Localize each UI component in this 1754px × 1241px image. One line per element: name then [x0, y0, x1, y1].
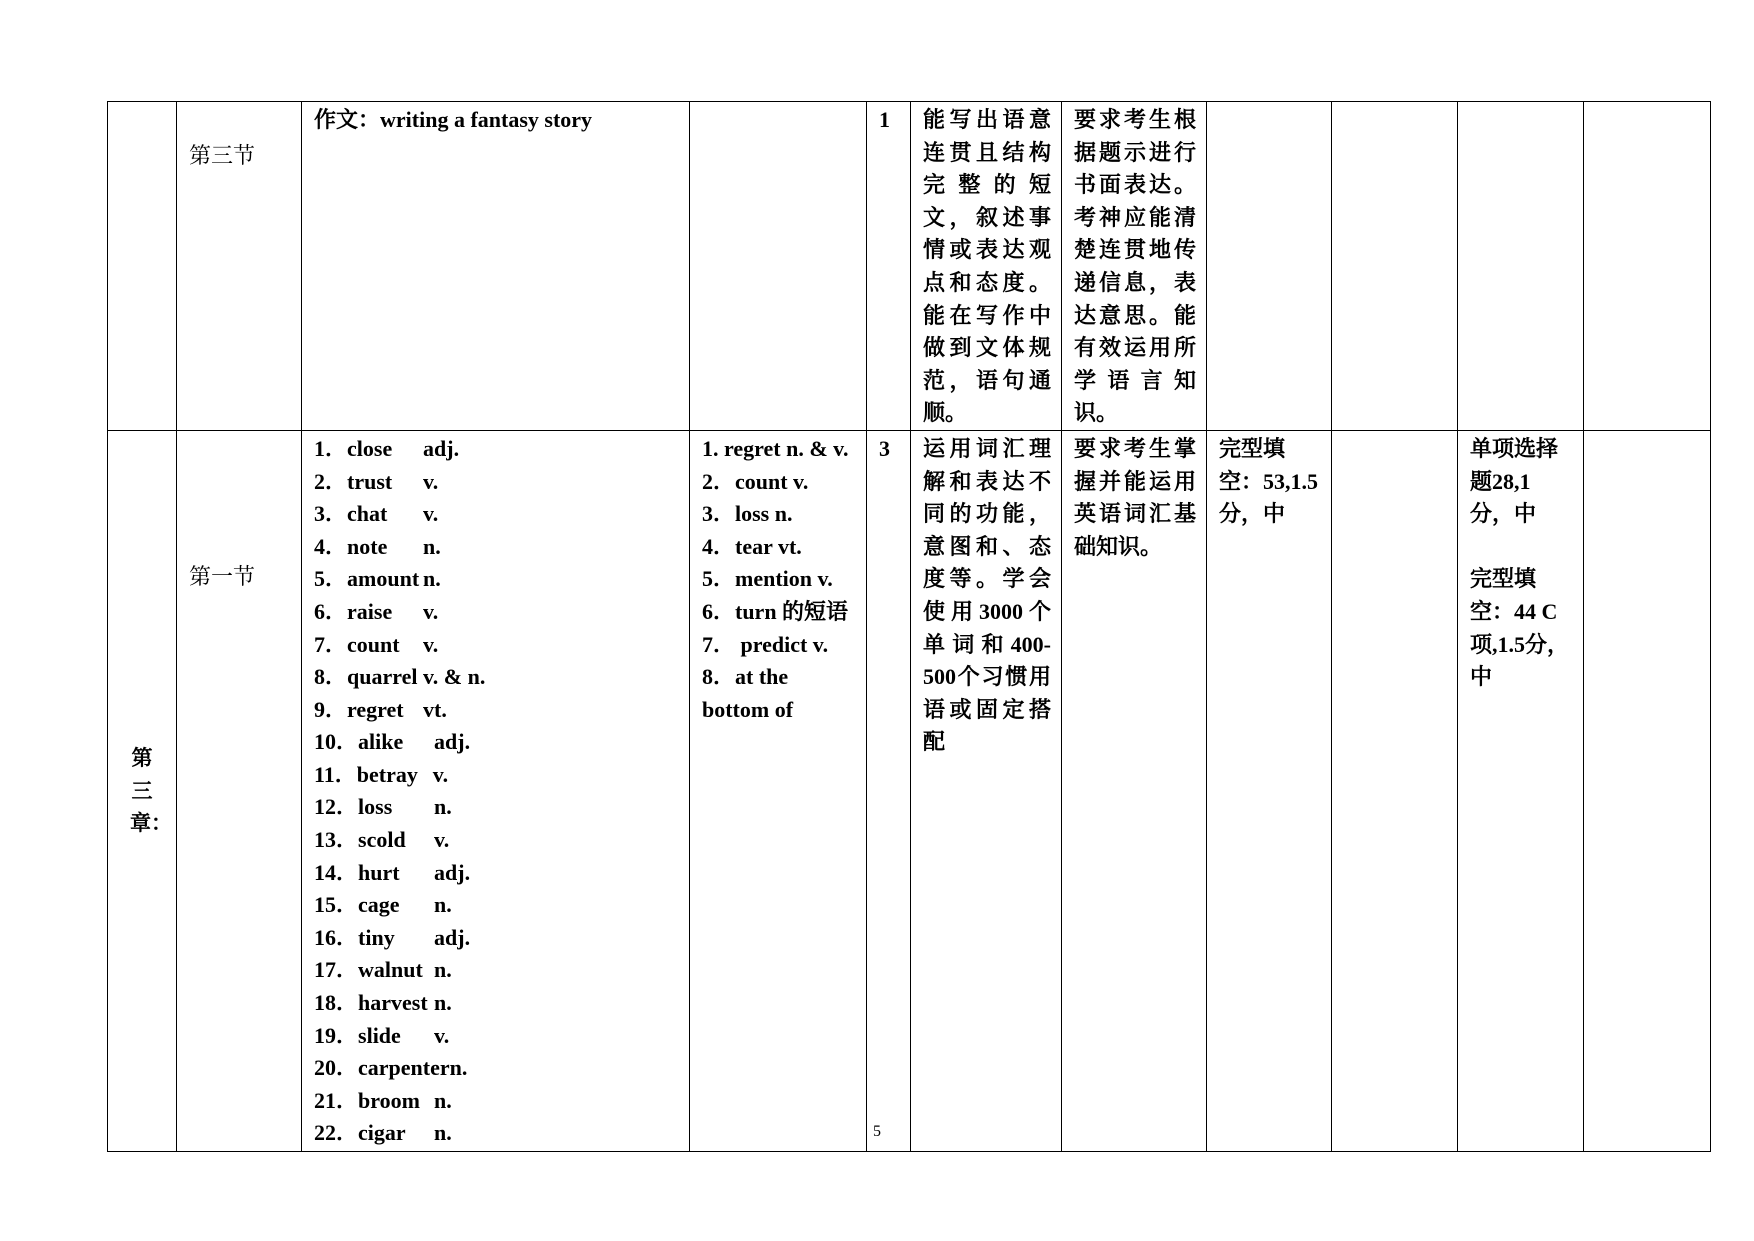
phrase-item: 3．loss n. [702, 501, 793, 527]
exam-note-single-choice: 单项选择题28,1分，中 [1470, 435, 1559, 527]
hours-cell: 1 [867, 102, 911, 431]
vocab-pos: v. [423, 631, 439, 657]
vocab-word: cigar [358, 1120, 406, 1146]
vocab-number: 4． [314, 533, 348, 559]
phrase-item: 2．count v. [702, 468, 809, 494]
phrase-item: 4．tear vt. [702, 533, 802, 559]
vocab-number: 1． [314, 435, 348, 461]
vocab-word: alike [358, 729, 404, 755]
vocab-pos: adj. [434, 729, 471, 755]
notes-cell [1584, 102, 1711, 431]
chapter-cell [108, 102, 177, 431]
vocab-number: 11． [314, 761, 357, 787]
vocab-word: betray [356, 761, 418, 787]
exam-cell-1: 完型填空：53,1.5分，中 [1207, 430, 1332, 1151]
vocab-word: regret [347, 696, 404, 722]
vocab-number: 13． [314, 827, 359, 853]
vocab-number: 20． [314, 1055, 359, 1081]
vocab-pos: v. [434, 1022, 450, 1048]
vocab-item [314, 889, 679, 922]
exam-cell-1 [1207, 102, 1332, 431]
phrase-item: 8．at the bottom of [702, 664, 794, 722]
vocab-word: walnut [358, 957, 423, 983]
vocab-word: trust [347, 468, 393, 494]
content-cell: 作文：writing a fantasy story [302, 102, 690, 431]
phrases-cell [690, 102, 867, 431]
vocab-word: close [347, 435, 393, 461]
vocab-pos: vt. [423, 696, 447, 722]
vocab-item [314, 694, 679, 727]
phrase-item: 7． predict v. [702, 631, 829, 657]
table-row [108, 430, 1711, 1151]
vocab-item [314, 1020, 679, 1053]
vocab-pos: n. [434, 1087, 452, 1113]
vocab-pos: v. [423, 501, 439, 527]
vocab-pos: adj. [434, 924, 471, 950]
vocab-word: amount [347, 566, 420, 592]
vocab-pos: n. [434, 892, 452, 918]
vocab-item [314, 922, 679, 955]
vocab-number: 16． [314, 924, 359, 950]
vocab-item [314, 1085, 679, 1118]
vocab-pos: n. [449, 1055, 468, 1081]
exam-cell-2 [1332, 102, 1458, 431]
vocab-pos: n. [423, 566, 441, 592]
syllabus-table [107, 101, 1711, 1152]
vocab-word: raise [347, 598, 393, 624]
vocab-word: carpenter [358, 1055, 450, 1081]
vocab-item [314, 726, 679, 759]
page-number: 5 [873, 1123, 881, 1140]
phrase-item: 5．mention v. [702, 566, 833, 592]
vocab-item [314, 824, 679, 857]
phrase-item: 1. regret n. & v. [702, 435, 849, 461]
vocab-word: scold [358, 827, 406, 853]
vocab-item [314, 1052, 679, 1085]
vocab-item [314, 433, 679, 466]
vocab-word: tiny [358, 924, 395, 950]
vocab-word: loss [358, 794, 393, 820]
requirement-cell: 要求考生掌握并能运用英语词汇基础知识。 [1062, 430, 1207, 1151]
vocab-item [314, 791, 679, 824]
vocab-number: 18． [314, 990, 359, 1016]
vocab-pos: v. [432, 761, 449, 787]
vocab-list [314, 433, 679, 1150]
section-cell: 第一节 [177, 430, 302, 1151]
vocab-item [314, 596, 679, 629]
vocab-number: 8． [314, 664, 348, 690]
exam-cell-3 [1458, 102, 1584, 431]
vocab-number: 17． [314, 957, 359, 983]
vocab-number: 2． [314, 468, 348, 494]
vocab-pos: v. [434, 827, 450, 853]
hours-cell: 3 [867, 430, 911, 1151]
vocab-number: 12． [314, 794, 359, 820]
vocab-number: 9． [314, 696, 348, 722]
vocab-number: 15． [314, 892, 359, 918]
vocab-item [314, 987, 679, 1020]
notes-cell [1584, 430, 1711, 1151]
vocab-item [314, 661, 679, 694]
chapter-cell [108, 430, 177, 1151]
vocab-pos: n. [434, 957, 452, 983]
vocab-pos: v. & n. [423, 664, 486, 690]
vocab-pos: n. [434, 794, 452, 820]
section-cell: 第三节 [177, 102, 302, 431]
vocab-number: 6． [314, 598, 348, 624]
vocab-word: slide [358, 1022, 401, 1048]
vocab-word: quarrel [347, 664, 418, 690]
vocab-number: 3． [314, 501, 348, 527]
chapter-label: 第三章： [130, 746, 172, 836]
vocab-item [314, 563, 679, 596]
table-row [108, 102, 1711, 431]
vocab-word: cage [358, 892, 400, 918]
vocab-number: 14． [314, 859, 359, 885]
vocab-word: note [347, 533, 388, 559]
objective-cell: 能写出语意连贯且结构完整的短文，叙述事情或表达观点和态度。能在写作中做到文体规范，语句通顺。 [911, 102, 1062, 431]
vocab-pos: n. [434, 1120, 452, 1146]
vocab-item [314, 531, 679, 564]
vocab-pos: adj. [434, 859, 471, 885]
vocab-word: count [347, 631, 400, 657]
vocab-number: 21． [314, 1087, 359, 1113]
vocab-word: harvest [358, 990, 428, 1016]
phrase-item: 6．turn 的短语 [702, 598, 849, 624]
vocab-number: 10． [314, 729, 359, 755]
vocab-pos: v. [423, 598, 439, 624]
vocab-item [314, 759, 679, 792]
objective-cell: 运用词汇理解和表达不同的功能，意图和、态度等。学会使用3000个单词和400-500个习惯用语或固定搭配 [911, 430, 1062, 1151]
vocab-item [314, 466, 679, 499]
phrases-cell [690, 430, 867, 1151]
requirement-cell: 要求考生根据题示进行书面表达。考神应能清楚连贯地传递信息，表达意思。能有效运用所学语言知识。 [1062, 102, 1207, 431]
vocab-word: hurt [358, 859, 400, 885]
vocab-number: 22． [314, 1120, 359, 1146]
vocab-item [314, 954, 679, 987]
phrase-list [702, 433, 856, 726]
vocab-pos: n. [423, 533, 441, 559]
vocab-word: chat [347, 501, 388, 527]
vocab-number: 5． [314, 566, 348, 592]
vocab-number: 19． [314, 1022, 359, 1048]
vocab-number: 7． [314, 631, 348, 657]
vocab-word: broom [358, 1087, 420, 1113]
vocab-pos: v. [423, 468, 439, 494]
vocab-pos: n. [434, 990, 452, 1016]
exam-cell-3 [1458, 430, 1584, 1151]
vocab-item [314, 857, 679, 890]
exam-cell-2 [1332, 430, 1458, 1151]
vocab-cell [302, 430, 690, 1151]
vocab-item [314, 498, 679, 531]
vocab-item [314, 629, 679, 662]
vocab-pos: adj. [423, 435, 460, 461]
exam-note-cloze: 完型填空：44 C项,1.5分，中 [1470, 566, 1570, 690]
